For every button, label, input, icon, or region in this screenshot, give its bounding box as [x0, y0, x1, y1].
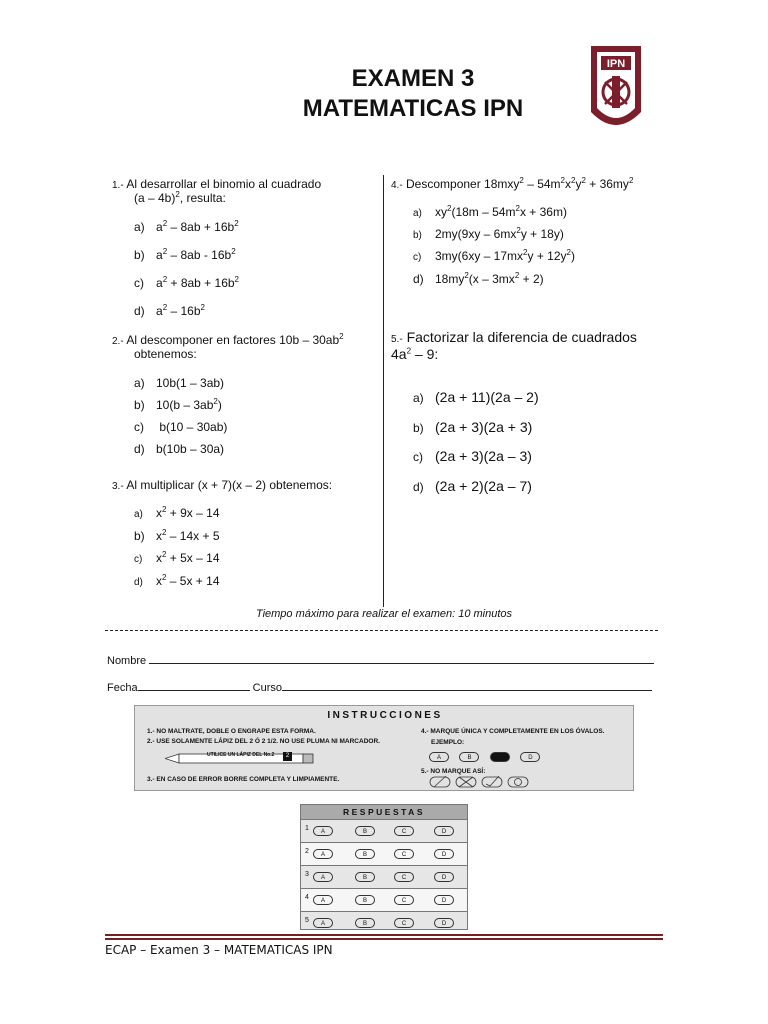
- answer-oval-1a[interactable]: A: [313, 826, 333, 836]
- instruction-3: 3.- EN CASO DE ERROR BORRE COMPLETA Y LIMPIAMENTE.: [147, 776, 340, 783]
- answer-oval-5b[interactable]: B: [355, 918, 375, 928]
- example-label: EJEMPLO:: [431, 739, 465, 746]
- answer-sheet-title: RESPUESTAS: [301, 805, 467, 819]
- q1-option-d: d) $a^2 - 16b^2$: [134, 303, 205, 318]
- nombre-label: Nombre: [107, 655, 147, 667]
- instructions-title: INSTRUCCIONES: [327, 710, 443, 721]
- q2-option-d: d) b(10b – 30a): [134, 442, 225, 456]
- question-4: 4.- Descomponer $18mxy^2 - 54m^2x^2y^2 + 36my^2$: [391, 176, 634, 191]
- answer-oval-4b[interactable]: B: [355, 895, 375, 905]
- answer-oval-3b[interactable]: B: [355, 872, 375, 882]
- footer-rule-bottom: [105, 938, 663, 940]
- curso-input-line[interactable]: [282, 680, 652, 691]
- instruction-4: 4.- MARQUE ÚNICA Y COMPLETAMENTE EN LOS ÓVALOS.: [421, 728, 605, 735]
- q3-option-c: c) $x^2 + 5x - 14$: [134, 550, 220, 565]
- example-ovals: [429, 748, 540, 766]
- example-oval-b: B: [459, 752, 479, 762]
- fecha-input-line[interactable]: [138, 680, 250, 691]
- answer-row-number: 3: [305, 871, 309, 878]
- answer-oval-1c[interactable]: C: [394, 826, 414, 836]
- answer-row-number: 2: [305, 848, 309, 855]
- q5-option-c: c) (2a + 3)(2a – 3): [413, 448, 532, 464]
- answer-oval-2d[interactable]: D: [434, 849, 454, 859]
- q1-option-c: c) $a^2 + 8ab + 16b^2$: [134, 275, 239, 290]
- answer-row-2: [301, 842, 467, 865]
- page-title-line1: EXAMEN 3: [351, 65, 475, 92]
- answer-row-number: 4: [305, 894, 309, 901]
- answer-oval-4d[interactable]: D: [434, 895, 454, 905]
- q3-option-a: a) $x^2 + 9x - 14$: [134, 505, 220, 520]
- page-title-line2: MATEMATICAS IPN: [302, 95, 524, 122]
- answer-oval-4c[interactable]: C: [394, 895, 414, 905]
- nombre-field[interactable]: [107, 653, 654, 668]
- example-oval-a: A: [429, 752, 449, 762]
- answer-oval-1b[interactable]: B: [355, 826, 375, 836]
- answer-oval-1d[interactable]: D: [434, 826, 454, 836]
- answer-row-number: 1: [305, 825, 309, 832]
- fecha-field[interactable]: [107, 680, 652, 695]
- q1-option-b: b) $a^2 - 8ab - 16b^2$: [134, 247, 236, 262]
- answer-row-1: [301, 819, 467, 842]
- answer-oval-4a[interactable]: A: [313, 895, 333, 905]
- example-oval-d: D: [520, 752, 540, 762]
- question-1-line2: (a – 4b)$^2$, resulta:: [134, 190, 226, 205]
- wrong-mark-examples: [429, 775, 569, 789]
- q3-option-b: b) $x^2 - 14x + 5$: [134, 528, 220, 543]
- question-1-line1: 1.- Al desarrollar el binomio al cuadrado: [112, 177, 322, 191]
- q4-option-c: c) $3my(6xy - 17mx^2y + 12y^2)$: [413, 248, 575, 263]
- q5-option-d: d) (2a + 2)(2a – 7): [413, 478, 532, 494]
- ipn-logo: [585, 42, 647, 138]
- cut-line: [105, 630, 658, 631]
- answer-oval-3a[interactable]: A: [313, 872, 333, 882]
- answer-sheet: [300, 804, 468, 930]
- example-oval-filled: [490, 752, 510, 762]
- answer-oval-5c[interactable]: C: [394, 918, 414, 928]
- answer-row-3: [301, 865, 467, 888]
- q4-option-d: d) $18my^2(x - 3mx^2 + 2)$: [413, 271, 544, 286]
- pencil-icon: [165, 751, 315, 762]
- q2-option-b: b) $10(b - 3ab^2)$: [134, 397, 222, 412]
- instructions-box: [134, 705, 634, 791]
- curso-label: Curso: [252, 682, 282, 694]
- q5-option-a: a) (2a + 11)(2a – 2): [413, 389, 539, 405]
- answer-oval-2c[interactable]: C: [394, 849, 414, 859]
- answer-oval-5d[interactable]: D: [434, 918, 454, 928]
- answer-oval-3d[interactable]: D: [434, 872, 454, 882]
- answer-oval-2a[interactable]: A: [313, 849, 333, 859]
- question-2-line1: 2.- Al descomponer en factores $10b - 30ab^2$: [112, 332, 344, 347]
- instruction-1: 1.- NO MALTRATE, DOBLE O ENGRAPE ESTA FORMA.: [147, 728, 316, 735]
- q4-option-b: b) $2my(9xy - 6mx^2y + 18y)$: [413, 226, 564, 241]
- answer-row-number: 5: [305, 917, 309, 924]
- answer-oval-5a[interactable]: A: [313, 918, 333, 928]
- answer-oval-2b[interactable]: B: [355, 849, 375, 859]
- instruction-2: 2.- USE SOLAMENTE LÁPIZ DEL 2 Ó 2 1/2. NO USE PLUMA NI MARCADOR.: [147, 738, 380, 745]
- footer-text: ECAP – Examen 3 – MATEMATICAS IPN: [105, 943, 333, 957]
- pencil-number: 2: [283, 752, 292, 761]
- q2-option-a: a) 10b(1 – 3ab): [134, 376, 225, 390]
- answer-oval-3c[interactable]: C: [394, 872, 414, 882]
- question-5-line2: $4a^2 - 9$:: [391, 346, 439, 362]
- time-note: Tiempo máximo para realizar el examen: 10 minutos: [255, 608, 513, 620]
- question-3: 3.- Al multiplicar (x + 7)(x – 2) obtenemos:: [112, 478, 333, 492]
- answer-row-4: [301, 888, 467, 911]
- pencil-label: UTILICE UN LÁPIZ DEL No.2: [207, 752, 275, 758]
- q5-option-b: b) (2a + 3)(2a + 3): [413, 419, 533, 435]
- column-divider: [383, 175, 384, 607]
- q1-option-a: a) $a^2 - 8ab + 16b^2$: [134, 219, 239, 234]
- footer-rule-top: [105, 934, 663, 936]
- instruction-5: 5.- NO MARQUE ASÍ:: [421, 768, 486, 775]
- fecha-label: Fecha: [107, 682, 138, 694]
- q4-option-a: a) $xy^2(18m - 54m^2x + 36m)$: [413, 204, 567, 219]
- answer-row-5: [301, 911, 467, 934]
- q2-option-c: c) b(10 – 30ab): [134, 420, 228, 434]
- q3-option-d: d) $x^2 - 5x + 14$: [134, 573, 220, 588]
- question-5-line1: 5.- Factorizar la diferencia de cuadrados: [391, 329, 637, 345]
- nombre-input-line[interactable]: [149, 653, 654, 664]
- svg-text:IPN: IPN: [606, 58, 626, 70]
- question-2-line2: obtenemos:: [134, 347, 197, 361]
